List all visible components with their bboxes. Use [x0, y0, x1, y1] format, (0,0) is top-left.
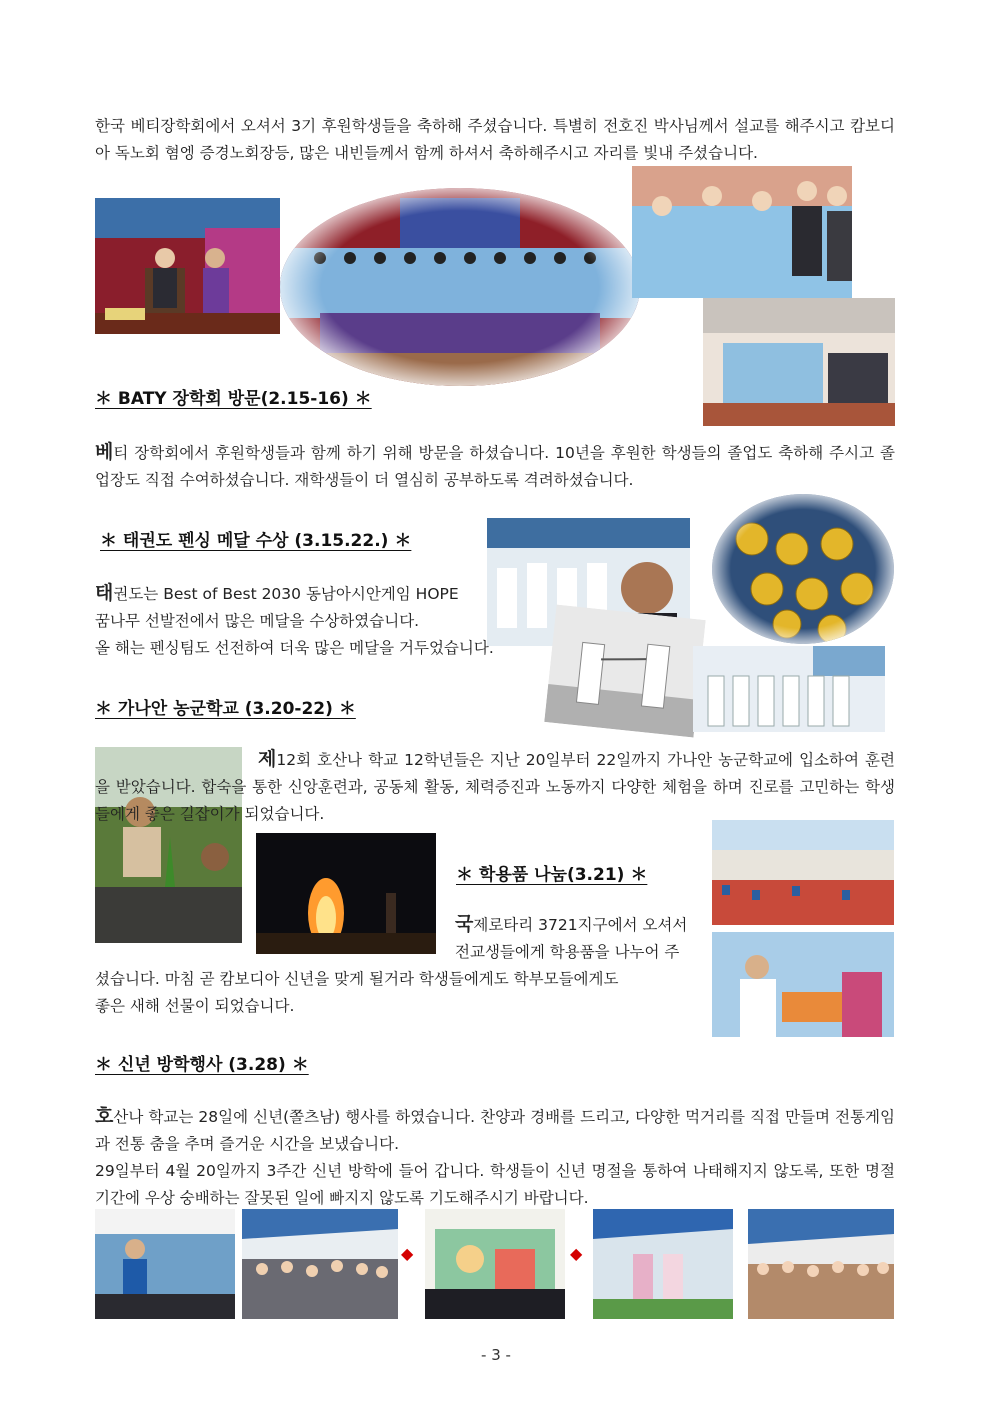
photo-speech-podium [95, 198, 280, 334]
newyear-drop-letter: 호 [95, 1105, 114, 1127]
supplies-line-3: 셨습니다. 마침 곧 캄보디아 신년을 맞게 될거라 학생들에게도 학부모들에게도 [95, 970, 619, 988]
photo-newyear-5 [748, 1209, 894, 1319]
baty-body: 티 장학회에서 후원학생들과 함께 하기 위해 방문을 하셨습니다. 10년을 후원한 학생들의 졸업도 축하해 주시고 졸업장도 직접 수여하셨습니다. 재학생들이 더 열심히 공부하도록 격려하셨습니다. [95, 444, 895, 489]
farm-paragraph [95, 746, 895, 828]
taekwondo-paragraph [95, 580, 565, 662]
photo-newyear-1 [95, 1209, 235, 1319]
newyear-section-title: ＊ 신년 방학행사 (3.28) ＊ [95, 1055, 309, 1075]
taekwondo-line-1: 권도는 Best of Best 2030 동남아시안게임 HOPE [113, 585, 459, 603]
supplies-line-1: 제로타리 3721지구에서 오셔서 [473, 916, 688, 934]
farm-body: 12회 호산나 학교 12학년들은 지난 20일부터 22일까지 가나안 농군학교에 입소하여 훈련을 받았습니다. 합숙을 통한 신앙훈련과, 공동체 활동, 체력증진과 노동까지 다양한 체험을 하며 진로를 고민하는 학생들에게 좋은 길잡이가 되었습니다. [95, 751, 895, 823]
photo-ceremony-hall [703, 298, 895, 426]
newyear-body-2: 29일부터 4월 20일까지 3주간 신년 방학에 들어 갑니다. 학생들이 신년 명절을 통하여 나태해지지 않도록, 또한 명절 기간에 우상 숭배하는 잘못된 일에 빠지지 않도록 기도해주시기 바랍니다. [95, 1162, 895, 1207]
taekwondo-drop-letter: 태 [95, 582, 114, 604]
newyear-body-1: 산나 학교는 28일에 신년(쫄츠남) 행사를 하였습니다. 찬양과 경배를 드리고, 다양한 먹거리를 직접 만들며 전통게임과 전통 춤을 추며 즐거운 시간을 보냈습니다. [95, 1108, 895, 1153]
photo-hooding-ceremony [632, 166, 852, 298]
photo-supplies-assembly [712, 820, 894, 925]
photo-fencing [544, 604, 706, 737]
page-number: - 3 - [481, 1346, 511, 1364]
supplies-section-title: ＊ 학용품 나눔(3.21) ＊ [456, 865, 648, 885]
photo-supplies-giving [712, 932, 894, 1037]
intro-paragraph: 한국 베티장학회에서 오셔서 3기 후원학생들을 축하해 주셨습니다. 특별히 전호진 박사님께서 설교를 해주시고 캄보디아 독노회 혐엥 증경노회장등, 많은 내빈들께서 함께 하셔서 축하해주시고 자리를 빛내 주셨습니다. [95, 117, 895, 162]
photo-fencing-team [693, 646, 885, 732]
photo-campfire [256, 833, 436, 954]
baty-paragraph [95, 439, 895, 494]
photo-newyear-2 [242, 1209, 398, 1319]
taekwondo-line-2: 꿈나무 선발전에서 많은 메달을 수상하였습니다. [95, 612, 420, 630]
separator-diamond-1: ◆ [401, 1244, 414, 1263]
taekwondo-section-title: ＊ 태권도 펜싱 메달 수상 (3.15.22.) ＊ [100, 531, 412, 551]
photo-graduation-group [280, 188, 640, 386]
newyear-paragraph [95, 1103, 895, 1212]
supplies-paragraph-bottom [95, 966, 715, 1020]
baty-section-title: ＊ BATY 장학회 방문(2.15-16) ＊ [95, 389, 372, 409]
supplies-paragraph-top [455, 911, 715, 966]
supplies-line-4: 좋은 새해 선물이 되었습니다. [95, 997, 295, 1015]
farm-drop-letter: 제 [258, 748, 277, 770]
photo-newyear-3 [425, 1209, 565, 1319]
separator-diamond-2: ◆ [570, 1244, 583, 1263]
taekwondo-line-3: 올 해는 펜싱팀도 선전하여 더욱 많은 메달을 거두었습니다. [95, 639, 494, 657]
supplies-line-2: 전교생들에게 학용품을 나누어 주 [455, 943, 680, 961]
photo-newyear-4 [593, 1209, 733, 1319]
farm-section-title: ＊ 가나안 농군학교 (3.20-22) ＊ [95, 699, 356, 719]
photo-medals [712, 494, 894, 644]
baty-drop-letter: 베 [95, 441, 114, 463]
supplies-drop-letter: 국 [455, 913, 474, 935]
